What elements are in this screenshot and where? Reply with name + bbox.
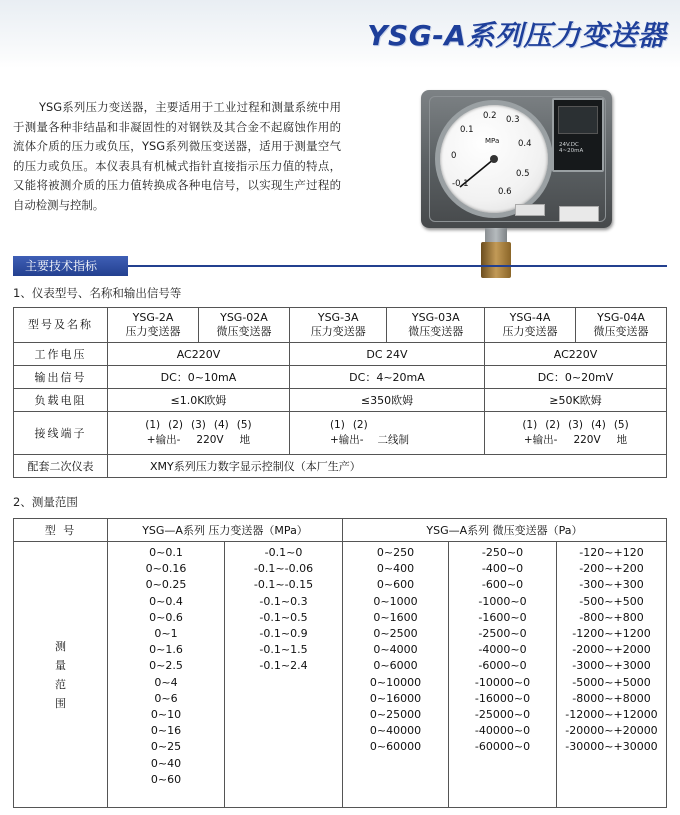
- range-table: [13, 518, 667, 808]
- table-cell: 配套二次仪表: [14, 455, 108, 478]
- range-column: [108, 542, 225, 808]
- table-row: [14, 389, 667, 412]
- model-cell: YSG-03A 微压变送器: [387, 308, 485, 343]
- range-value: 0~60000: [369, 740, 422, 754]
- range-value: 0~1000: [373, 594, 418, 608]
- terminal-block-small: [515, 204, 545, 216]
- range-value: -16000~0: [474, 691, 531, 705]
- range-column: [343, 542, 449, 808]
- range-value: 0~16000: [369, 691, 422, 705]
- range-column: [557, 542, 667, 808]
- table-cell: DC：0~10mA: [108, 366, 290, 389]
- range-value: -500~+500: [579, 594, 644, 608]
- range-value: -3000~+3000: [572, 659, 651, 673]
- table-cell: YSG—A系列 微压变送器（Pa）: [343, 519, 667, 542]
- table-row: [14, 412, 667, 455]
- range-value: 0~1600: [373, 610, 418, 624]
- range-value: 0~4: [154, 675, 178, 689]
- range-value: -6000~0: [478, 659, 527, 673]
- range-value: -30000~+30000: [565, 740, 658, 754]
- range-value: 0~6000: [373, 659, 418, 673]
- range-value: 0~250: [376, 546, 415, 559]
- model-cell: YSG-2A 压力变送器: [108, 308, 199, 343]
- dial-tick: -0.1: [452, 179, 469, 189]
- range-value: -12000~+12000: [565, 708, 658, 722]
- range-value: 0~4000: [373, 643, 418, 657]
- terminal-block: [559, 206, 599, 222]
- terminal-cell: (1) (2) (3) (4) (5) +输出- 220V 地: [485, 412, 667, 455]
- model-cell: YSG-4A 压力变送器: [485, 308, 576, 343]
- spec-table: [13, 307, 667, 478]
- range-value: -20000~+20000: [565, 724, 658, 738]
- range-value: -1600~0: [478, 610, 527, 624]
- range-value: -60000~0: [474, 740, 531, 754]
- table-row: [14, 455, 667, 478]
- range-value: 0~25000: [369, 708, 422, 722]
- range-value: 0~10: [150, 708, 182, 722]
- range-value: -2500~0: [478, 627, 527, 641]
- range-value: -800~+800: [579, 610, 644, 624]
- section2-title: 2、测量范围: [13, 495, 78, 509]
- range-value: 0~0.6: [149, 610, 183, 624]
- intro-paragraph: YSG系列压力变送器，主要适用于工业过程和测量系统中用于测量各种非结晶和非凝固性的对钢铁及其合金不起腐蚀作用的流体介质的压力或负压，YSG系列微压变送器，适用于测量空气的压力或负压。本仪表具有机械式指针直接指示压力值的特点，又能将被测介质的压力值转换成各种电信号，以实现生产过程的自动检测与控制。: [13, 100, 341, 212]
- range-value: -0.1~0.3: [259, 594, 308, 608]
- range-value: -4000~0: [478, 643, 527, 657]
- table-cell: XMY系列压力数字显示控制仪（本厂生产）: [108, 455, 667, 478]
- range-value: -0.1~-0.15: [253, 578, 314, 592]
- table-cell: YSG—A系列 压力变送器（MPa）: [108, 519, 343, 542]
- range-value: 0~16: [150, 724, 182, 738]
- range-value: 0~0.4: [149, 594, 183, 608]
- dial-tick: 0: [451, 151, 457, 161]
- table-cell: DC 24V: [289, 343, 484, 366]
- range-value: 0~0.25: [145, 578, 187, 592]
- range-value: -0.1~0.9: [259, 627, 308, 641]
- dial-tick: 0.5: [516, 169, 530, 179]
- terminal-cell: (1) (2) (3) (4) (5) +输出- 220V 地: [108, 412, 290, 455]
- range-value: -600~0: [481, 578, 524, 592]
- range-value: -5000~+5000: [572, 675, 651, 689]
- section-tab: 主要技术指标: [13, 256, 128, 276]
- range-value: 0~400: [376, 562, 415, 576]
- table-cell: 型 号: [14, 519, 108, 542]
- range-value: -0.1~0.5: [259, 610, 308, 624]
- model-cell: YSG-3A 压力变送器: [289, 308, 387, 343]
- range-value: 0~600: [376, 578, 415, 592]
- range-value: 0~40000: [369, 724, 422, 738]
- range-value: -300~+300: [579, 578, 644, 592]
- table-cell: AC220V: [108, 343, 290, 366]
- range-value: -2000~+2000: [572, 643, 651, 657]
- vertical-label: 测 量 范 围: [14, 542, 108, 808]
- range-value: -120~+120: [579, 546, 644, 559]
- range-value: 0~10000: [369, 675, 422, 689]
- range-value: -400~0: [481, 562, 524, 576]
- table-row: [14, 343, 667, 366]
- range-value: -40000~0: [474, 724, 531, 738]
- model-cell: YSG-04A 微压变送器: [576, 308, 667, 343]
- transmitter-display: [552, 98, 604, 172]
- range-value: 0~60: [150, 772, 182, 786]
- terminal-cell: (1) (2) +输出- 二线制: [289, 412, 484, 455]
- table-cell: 工作电压: [14, 343, 108, 366]
- dial-unit: MPa: [485, 137, 500, 145]
- pressure-transmitter-image: [415, 78, 620, 280]
- range-value: -10000~0: [474, 675, 531, 689]
- dial-tick: 0.4: [518, 139, 532, 149]
- range-value: 0~6: [154, 691, 178, 705]
- table-cell: 输出信号: [14, 366, 108, 389]
- table-row: [14, 519, 667, 542]
- range-column: [225, 542, 343, 808]
- table-cell: DC：4~20mA: [289, 366, 484, 389]
- range-value: 0~40: [150, 756, 182, 770]
- range-value: 0~0.1: [149, 546, 183, 559]
- range-value: 0~0.16: [145, 562, 187, 576]
- range-value: -8000~+8000: [572, 691, 651, 705]
- range-value: -25000~0: [474, 708, 531, 722]
- table-cell: AC220V: [485, 343, 667, 366]
- range-value: -0.1~-0.06: [253, 562, 314, 576]
- range-value: -0.1~1.5: [259, 643, 308, 657]
- table-cell: ≤350欧姆: [289, 389, 484, 412]
- range-value: -200~+200: [579, 562, 644, 576]
- range-value: 0~2.5: [149, 659, 183, 673]
- range-value: 0~1.6: [149, 643, 183, 657]
- range-value: 0~2500: [373, 627, 418, 641]
- display-text: 24V.DC 4~20mA: [559, 142, 584, 154]
- table-cell: ≤1.0K欧姆: [108, 389, 290, 412]
- table-cell: ≥50K欧姆: [485, 389, 667, 412]
- table-cell: 负载电阻: [14, 389, 108, 412]
- range-value: 0~25: [150, 740, 182, 754]
- section-header-bar: [13, 256, 667, 276]
- table-cell: DC：0~20mV: [485, 366, 667, 389]
- section1-title: 1、仪表型号、名称和输出信号等: [13, 286, 182, 300]
- range-value: -1000~0: [478, 594, 527, 608]
- table-row: [14, 308, 667, 343]
- range-value: -1200~+1200: [572, 627, 651, 641]
- range-value: 0~1: [154, 627, 178, 641]
- table-cell: 接线端子: [14, 412, 108, 455]
- dial-tick: 0.2: [483, 111, 497, 121]
- range-value: -0.1~0: [264, 546, 303, 559]
- dial-tick: 0.1: [460, 125, 474, 135]
- dial-tick: 0.3: [506, 115, 520, 125]
- range-column: [449, 542, 557, 808]
- table-row: [14, 366, 667, 389]
- table-cell: 型号及名称: [14, 308, 108, 343]
- page-title: YSG-A系列压力变送器: [367, 19, 666, 52]
- model-cell: YSG-02A 微压变送器: [198, 308, 289, 343]
- range-value: -0.1~2.4: [259, 659, 308, 673]
- table-row: [14, 542, 667, 808]
- pressure-dial: [435, 100, 553, 218]
- dial-tick: 0.6: [498, 187, 512, 197]
- range-value: -250~0: [481, 546, 524, 559]
